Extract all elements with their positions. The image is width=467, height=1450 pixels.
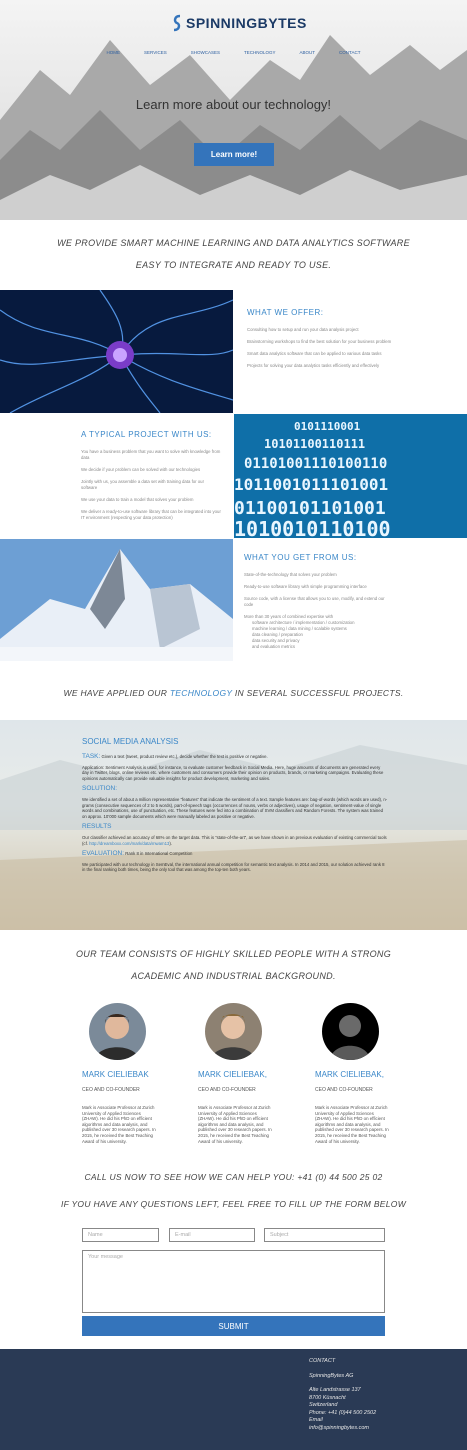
message-textarea[interactable]: Your message xyxy=(82,1250,385,1313)
svg-text:10101100110111: 10101100110111 xyxy=(264,437,366,451)
member-bio: Mark is Associate Professor at Zurich University of Applied Sciences (ZHAW). He did his PhD on efficient algorithms and data analysis, and published over 30 research papers. In 2015, he received the Best Teaching Award of his university. xyxy=(198,1105,272,1144)
learn-more-button[interactable]: Learn more! xyxy=(194,143,274,166)
submit-button[interactable]: SUBMIT xyxy=(82,1316,385,1336)
nav-technology[interactable]: TECHNOLOGY xyxy=(244,50,276,55)
tagline-line-1: WE PROVIDE SMART MACHINE LEARNING AND DATA ANALYTICS SOFTWARE xyxy=(57,238,410,248)
evaluation-text: Rank 8 in International Competition xyxy=(125,851,193,857)
applied-pre: WE HAVE APPLIED OUR xyxy=(63,688,170,698)
project-step: We deliver a ready-to-use software library that can be integrated into your IT environment (respecting your data protection) xyxy=(81,509,221,520)
member-role: CEO AND CO-FOUNDER xyxy=(82,1087,140,1093)
email-field[interactable]: E-mail xyxy=(169,1228,255,1242)
footer-phone: Phone: +41 (0)44 500 2502 xyxy=(309,1409,377,1416)
technology-link[interactable]: TECHNOLOGY xyxy=(169,688,233,698)
avatar xyxy=(89,1003,146,1060)
brand-logo[interactable] xyxy=(172,14,307,32)
main-nav xyxy=(0,50,467,55)
results-end: ). xyxy=(169,840,173,846)
hero-title: Learn more about our technology! xyxy=(135,97,332,112)
task-text: Given a text (tweet, product review etc.), decide whether the text is positive or negative. xyxy=(101,754,268,759)
member-name: MARK CIELIEBAK xyxy=(82,1070,149,1079)
hero-banner xyxy=(0,0,467,220)
get-item: More than 30 years of combined expertise with xyxy=(244,614,334,619)
footer-contact xyxy=(309,1358,376,1432)
team-member xyxy=(82,1003,177,1144)
nav-home[interactable]: HOME xyxy=(106,50,121,55)
tagline xyxy=(0,232,467,276)
offer-item: Projects for solving your data analytics tasks efficiently and effectively xyxy=(247,363,380,368)
team-member xyxy=(198,1003,293,1144)
evaluation-more: We participated with our technology in SemEval, the international annual competition for semantic text analysis. In 2014 and 2015, our solution achieved rank 8 in the final ranking both times, being the only tool that was among the top-ten both years. xyxy=(82,861,385,873)
person-photo-icon xyxy=(89,1003,146,1060)
applied-post: IN SEVERAL SUCCESSFUL PROJECTS. xyxy=(232,688,404,698)
get-item: State-of-the-technology that solves your problem xyxy=(244,572,337,577)
applied-heading xyxy=(0,688,467,698)
member-name: MARK CIELIEBAK, xyxy=(315,1070,384,1079)
member-role: CEO AND CO-FOUNDER xyxy=(198,1087,256,1093)
member-role: CEO AND CO-FOUNDER xyxy=(315,1087,373,1093)
avatar xyxy=(322,1003,379,1060)
snowy-mountain-image xyxy=(0,539,233,661)
get-item: Source code, with a license that allows you to use, modify, and extend our code xyxy=(244,596,385,607)
team-member xyxy=(315,1003,410,1144)
nav-about[interactable]: ABOUT xyxy=(299,50,316,55)
member-name: MARK CIELIEBAK, xyxy=(198,1070,267,1079)
get-subitem: data cleaning / preparation xyxy=(252,632,303,637)
member-bio: Mark is Associate Professor at Zurich University of Applied Sciences (ZHAW). He did his PhD on efficient algorithms and data analysis, and published over 30 research papers. In 2015, he received the Best Teaching Award of his university. xyxy=(315,1105,389,1144)
neuron-image xyxy=(0,290,233,413)
binary-code-image xyxy=(234,414,467,538)
footer-heading: CONTACT xyxy=(309,1358,336,1364)
subject-field[interactable]: Subject xyxy=(264,1228,385,1242)
offer-title: WHAT WE OFFER: xyxy=(247,308,324,317)
footer-email-label: Email xyxy=(309,1417,323,1423)
form-heading: IF YOU HAVE ANY QUESTIONS LEFT, FEEL FREE TO FILL UP THE FORM BELOW xyxy=(60,1199,407,1209)
results-link[interactable]: http://dreamboxx.com/mark/data/mwam13 xyxy=(89,840,170,846)
nav-services[interactable]: SERVICES xyxy=(144,50,167,55)
get-subitem: software architecture / implementation / customization xyxy=(252,620,355,625)
offer-item: Brainstorming workshops to find the best solution for your business problem xyxy=(247,339,392,344)
footer-company: SpinningBytes AG xyxy=(309,1372,354,1379)
solution-label: SOLUTION: xyxy=(82,785,118,793)
nav-contact[interactable]: CONTACT xyxy=(339,50,361,55)
get-subitem: and evaluation metrics xyxy=(252,644,295,649)
results-text: Our classifier achieved an accuracy of 68% on the target data. This is “state-of-the-art”, as we have shown in an previous evaluation of existing commercial tools (cf. xyxy=(82,834,387,846)
person-placeholder-icon xyxy=(322,1003,379,1060)
project-step: Jointly with us, you assemble a data set with training data for our software xyxy=(81,479,205,490)
offer-item: Consulting how to setup and run your data analysis project xyxy=(247,327,359,332)
footer-email[interactable]: info@spinningbytes.com xyxy=(309,1424,370,1431)
svg-text:1010010110100: 1010010110100 xyxy=(234,517,391,538)
get-item: Ready-to-use software library with simple programming interface xyxy=(244,584,367,589)
member-bio: Mark is Associate Professor at Zurich University of Applied Sciences (ZHAW). He did his PhD on efficient algorithms and data analysis, and published over 30 research papers. In 2015, he received the Best Teaching Award of his university. xyxy=(82,1105,156,1144)
footer-address-2: 8700 Küsnacht xyxy=(309,1394,346,1401)
team-line-1: OUR TEAM CONSISTS OF HIGHLY SKILLED PEOPLE WITH A STRONG xyxy=(75,949,392,959)
project-step: You have a business problem that you want to solve with knowledge from data xyxy=(81,449,221,460)
footer-address-1: Alte Landstrasse 137 xyxy=(309,1387,361,1393)
logo-s-icon xyxy=(172,14,182,32)
svg-text:0101110001: 0101110001 xyxy=(294,420,361,433)
application-text: Application: Sentiment Analysis is used, for instance, to evaluate customer feedback in Social Media. Here, huge amounts of documents are generated every day in Twitter, blogs, online reviews etc. where customers and consumers provide their opinion on products, brands, or marketing campaigns. Evaluating these opinions automatically can provide valuable insights for product development, marketing and sales. xyxy=(82,764,384,781)
call-us-heading: CALL US NOW TO SEE HOW WE CAN HELP YOU: +41 (0) 44 500 25 02 xyxy=(84,1172,383,1182)
task-label: TASK: xyxy=(82,753,101,760)
project-step: We use your data to train a model that solves your problem xyxy=(81,497,194,502)
get-subitem: data security and privacy xyxy=(252,638,300,643)
svg-text:01100101101001: 01100101101001 xyxy=(234,498,386,519)
name-field[interactable]: Name xyxy=(82,1228,159,1242)
team-line-2: ACADEMIC AND INDUSTRIAL BACKGROUND. xyxy=(131,971,336,981)
project-step: We decide if your problem can be solved with our technologies xyxy=(81,467,201,472)
footer xyxy=(0,1349,467,1450)
get-subitem: machine learning / data mining / scalable systems xyxy=(252,626,347,631)
team-heading xyxy=(0,943,467,987)
svg-text:1011001011101001: 1011001011101001 xyxy=(234,475,389,494)
social-media-analysis-section xyxy=(0,720,467,930)
get-title: WHAT YOU GET FROM US: xyxy=(244,553,357,562)
svg-text:01101001110100110: 01101001110100110 xyxy=(244,456,388,472)
project-title: A TYPICAL PROJECT WITH US: xyxy=(81,430,212,439)
avatar xyxy=(205,1003,262,1060)
footer-country: Switzerland xyxy=(309,1402,338,1408)
evaluation-label: EVALUATION: xyxy=(82,850,125,858)
solution-text: We identified a set of about a million representative “features” that indicate the sentiment of a text. Sample features are: bag-of-words (which words are used), n-grams (consecutive sequences of 2 to 5 words), part-of-speech tags (occurrences of nouns, verbs or adjectives), usage of negation, sentiment-value of single words and combinations, use of punctuation, etc. These features were fed into a combination of SVM classifiers and Random Forests. The system was trained on approx. 10’000 sample documents which were manually labeled as positive or negative. xyxy=(82,796,388,819)
tagline-line-2: EASY TO INTEGRATE AND READY TO USE. xyxy=(135,260,332,270)
person-photo-icon xyxy=(205,1003,262,1060)
nav-showcases[interactable]: SHOWCASES xyxy=(190,50,220,55)
results-label: RESULTS xyxy=(82,823,112,831)
offer-item: Smart data analytics software that can be applied to various data tasks xyxy=(247,351,382,356)
brand-name: SPINNINGBYTES xyxy=(186,15,307,31)
social-title: SOCIAL MEDIA ANALYSIS xyxy=(82,737,179,746)
